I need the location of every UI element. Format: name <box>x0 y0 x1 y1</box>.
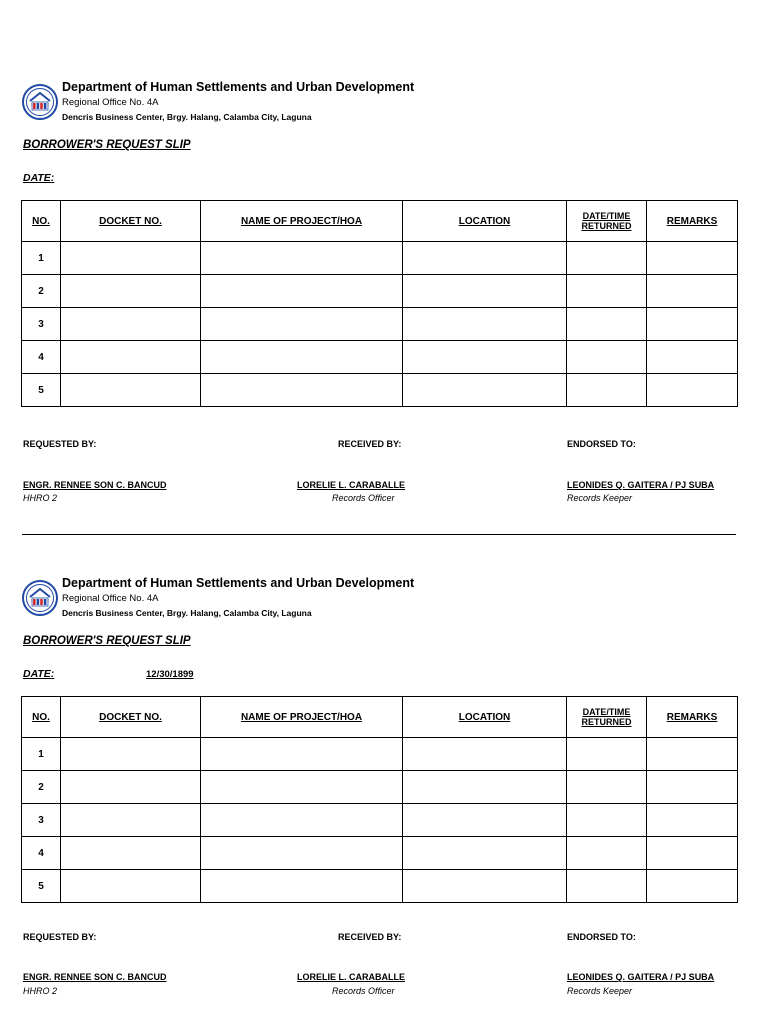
borrow-table <box>21 696 738 903</box>
col-location: LOCATION <box>403 201 567 242</box>
row-number: 2 <box>22 771 61 804</box>
col-project-name: NAME OF PROJECT/HOA <box>201 201 403 242</box>
remarks-cell[interactable] <box>647 837 738 870</box>
date-label: DATE: <box>23 172 55 184</box>
receiver-role: Records Officer <box>332 986 395 996</box>
date-value: 12/30/1899 <box>146 669 194 680</box>
received-by-label: RECEIVED BY: <box>338 439 402 449</box>
slip-title: BORROWER'S REQUEST SLIP <box>23 635 191 647</box>
docket-cell[interactable] <box>61 870 201 903</box>
date-returned-cell[interactable] <box>567 870 647 903</box>
col-remarks: REMARKS <box>647 697 738 738</box>
slip-title: BORROWER'S REQUEST SLIP <box>23 139 191 151</box>
docket-cell[interactable] <box>61 837 201 870</box>
receiver-name: LORELIE L. CARABALLE <box>297 480 405 490</box>
table-header-row <box>22 697 738 738</box>
row-number: 5 <box>22 870 61 903</box>
table-row <box>22 738 738 771</box>
requester-name: ENGR. RENNEE SON C. BANCUD <box>23 972 167 982</box>
remarks-cell[interactable] <box>647 804 738 837</box>
endorsed-to-label: ENDORSED TO: <box>567 439 636 449</box>
table-row <box>22 771 738 804</box>
endorsed-to-label: ENDORSED TO: <box>567 932 636 942</box>
receiver-name: LORELIE L. CARABALLE <box>297 972 405 982</box>
dhsud-logo-icon <box>22 580 58 616</box>
project-cell[interactable] <box>201 804 403 837</box>
requester-name: ENGR. RENNEE SON C. BANCUD <box>23 480 167 490</box>
org-title: Department of Human Settlements and Urban Development <box>62 576 415 590</box>
endorsee-name: LEONIDES Q. GAITERA / PJ SUBA <box>567 972 715 982</box>
project-cell[interactable] <box>201 738 403 771</box>
table-row <box>22 804 738 837</box>
date-returned-cell[interactable] <box>567 738 647 771</box>
date-returned-cell[interactable] <box>567 837 647 870</box>
date-returned-cell[interactable] <box>567 771 647 804</box>
remarks-cell[interactable] <box>647 738 738 771</box>
col-remarks: REMARKS <box>647 201 738 242</box>
remarks-cell[interactable] <box>647 870 738 903</box>
org-office: Regional Office No. 4A <box>62 593 159 604</box>
col-no: NO. <box>22 201 61 242</box>
row-number: 4 <box>22 837 61 870</box>
docket-cell[interactable] <box>61 804 201 837</box>
row-number: 2 <box>22 275 61 308</box>
received-by-label: RECEIVED BY: <box>338 932 402 942</box>
date-label: DATE: <box>23 668 55 680</box>
org-title: Department of Human Settlements and Urban Development <box>62 80 415 94</box>
project-cell[interactable] <box>201 870 403 903</box>
table-row <box>22 870 738 903</box>
col-docket-no: DOCKET NO. <box>61 201 201 242</box>
project-cell[interactable] <box>201 771 403 804</box>
location-cell[interactable] <box>403 771 567 804</box>
remarks-cell[interactable] <box>647 771 738 804</box>
row-number: 4 <box>22 341 61 374</box>
docket-cell[interactable] <box>61 771 201 804</box>
row-number: 3 <box>22 804 61 837</box>
receiver-role: Records Officer <box>332 493 395 503</box>
org-office: Regional Office No. 4A <box>62 97 159 108</box>
org-address: Dencris Business Center, Brgy. Halang, Calamba City, Laguna <box>62 112 312 122</box>
project-cell[interactable] <box>201 837 403 870</box>
endorsee-role: Records Keeper <box>567 493 633 503</box>
requested-by-label: REQUESTED BY: <box>23 932 97 942</box>
col-location: LOCATION <box>403 697 567 738</box>
table-row <box>22 837 738 870</box>
col-project-name: NAME OF PROJECT/HOA <box>201 697 403 738</box>
row-number: 5 <box>22 374 61 407</box>
requested-by-label: REQUESTED BY: <box>23 439 97 449</box>
endorsee-role: Records Keeper <box>567 986 633 996</box>
endorsee-name: LEONIDES Q. GAITERA / PJ SUBA <box>567 480 715 490</box>
docket-cell[interactable] <box>61 738 201 771</box>
row-number: 1 <box>22 242 61 275</box>
org-address: Dencris Business Center, Brgy. Halang, Calamba City, Laguna <box>62 608 312 618</box>
col-no: NO. <box>22 697 61 738</box>
col-date-returned: DATE/TIME RETURNED <box>567 697 647 738</box>
location-cell[interactable] <box>403 870 567 903</box>
row-number: 3 <box>22 308 61 341</box>
row-number: 1 <box>22 738 61 771</box>
requester-role: HHRO 2 <box>23 493 58 503</box>
location-cell[interactable] <box>403 738 567 771</box>
col-docket-no: DOCKET NO. <box>61 697 201 738</box>
location-cell[interactable] <box>403 804 567 837</box>
col-date-returned: DATE/TIME RETURNED <box>567 201 647 242</box>
requester-role: HHRO 2 <box>23 986 58 996</box>
location-cell[interactable] <box>403 837 567 870</box>
date-returned-cell[interactable] <box>567 804 647 837</box>
